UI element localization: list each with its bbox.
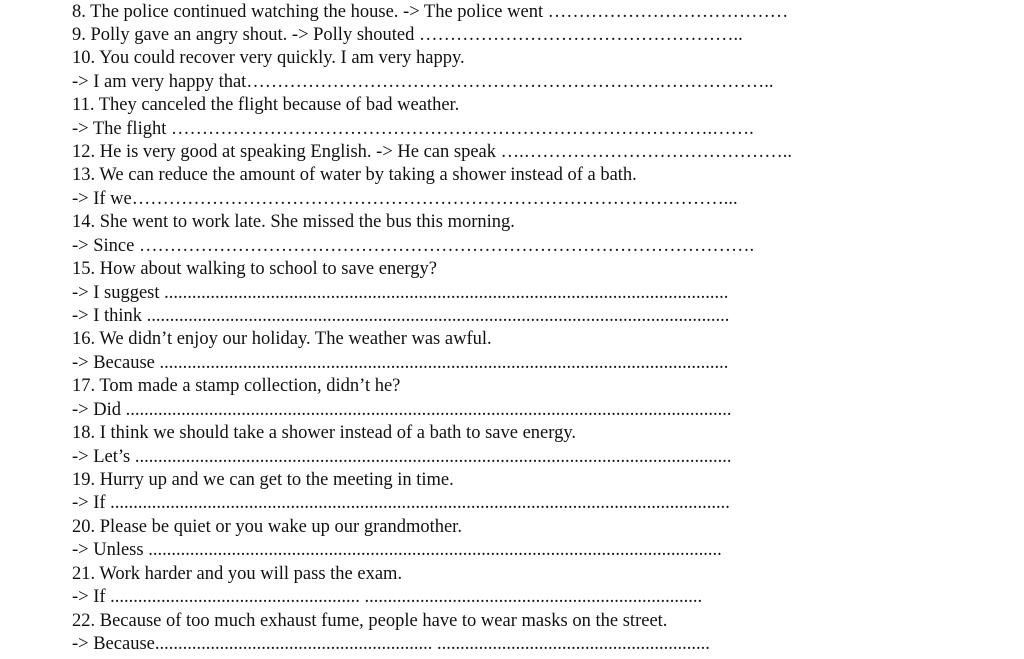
question-8: 8. The police continued watching the house. -> The police went ………………………………… [72,2,789,22]
question-9: 9. Polly gave an angry shout. -> Polly shouted …………………………………………….. [72,25,743,45]
answer-line-20: -> Unless ............................................................................................................................ [72,540,722,560]
answer-line-21: -> If ...................................................... ......................................................................... [72,587,703,607]
question-14: 14. She went to work late. She missed the bus this morning. [72,212,515,232]
answer-line-16: -> Because ........................................................................................................................... [72,353,729,373]
answer-line-19: -> If ...................................................................................................................................... [72,493,730,513]
answer-line-11: -> The flight …………………………………………………………………………….……. [72,119,754,139]
question-17: 17. Tom made a stamp collection, didn’t he? [72,376,401,396]
question-19: 19. Hurry up and we can get to the meeting in time. [72,470,454,490]
question-13: 13. We can reduce the amount of water by taking a shower instead of a bath. [72,165,637,185]
answer-line-15-think: -> I think .............................................................................................................................. [72,306,730,326]
question-20: 20. Please be quiet or you wake up our grandmother. [72,517,462,537]
answer-line-22: -> Because............................................................ ........................................................... [72,634,710,654]
answer-line-17: -> Did ................................................................................................................................... [72,400,732,420]
question-21: 21. Work harder and you will pass the exam. [72,564,403,584]
question-11: 11. They canceled the flight because of bad weather. [72,95,460,115]
question-10: 10. You could recover very quickly. I am very happy. [72,48,465,68]
answer-line-14: -> Since ………………………………………………………………………………………. [72,236,755,256]
answer-line-10: -> I am very happy that………………………………………………………………………….. [72,72,774,92]
question-12: 12. He is very good at speaking English. -> He can speak ….…………………………………….. [72,142,793,162]
answer-line-15-suggest: -> I suggest .......................................................................................................................... [72,283,729,303]
answer-line-18: -> Let’s ................................................................................................................................. [72,447,732,467]
answer-line-13: -> If we……………………………………………………………………………………... [72,189,738,209]
question-22: 22. Because of too much exhaust fume, people have to wear masks on the street. [72,611,668,631]
question-16: 16. We didn’t enjoy our holiday. The weather was awful. [72,329,492,349]
question-15: 15. How about walking to school to save energy? [72,259,437,279]
question-18: 18. I think we should take a shower instead of a bath to save energy. [72,423,576,443]
